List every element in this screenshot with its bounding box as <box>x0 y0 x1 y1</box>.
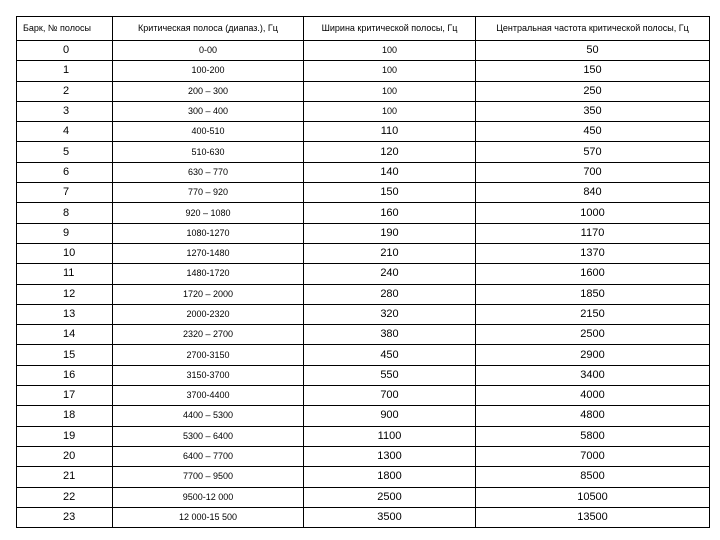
cell-critical-band-range: 4400 – 5300 <box>113 406 304 426</box>
cell-critical-band-width: 380 <box>304 325 476 345</box>
cell-critical-band-range: 770 – 920 <box>113 183 304 203</box>
cell-bark-number: 9 <box>17 223 113 243</box>
header-critical-band-range: Критическая полоса (диапаз.), Гц <box>113 17 304 41</box>
cell-center-frequency: 450 <box>476 122 710 142</box>
table-row <box>17 467 710 487</box>
table-row <box>17 203 710 223</box>
cell-critical-band-range: 1080-1270 <box>113 223 304 243</box>
cell-critical-band-width: 700 <box>304 386 476 406</box>
cell-critical-band-width: 110 <box>304 122 476 142</box>
cell-center-frequency: 2500 <box>476 325 710 345</box>
cell-critical-band-width: 120 <box>304 142 476 162</box>
cell-center-frequency: 700 <box>476 162 710 182</box>
cell-critical-band-width: 240 <box>304 264 476 284</box>
cell-critical-band-range: 2320 – 2700 <box>113 325 304 345</box>
cell-critical-band-width: 100 <box>304 101 476 121</box>
cell-critical-band-width: 1800 <box>304 467 476 487</box>
cell-bark-number: 5 <box>17 142 113 162</box>
cell-critical-band-range: 100-200 <box>113 61 304 81</box>
header-bark-number: Барк, № полосы <box>17 17 113 41</box>
table-row <box>17 223 710 243</box>
cell-bark-number: 17 <box>17 386 113 406</box>
cell-critical-band-width: 210 <box>304 243 476 263</box>
cell-critical-band-width: 1300 <box>304 446 476 466</box>
cell-bark-number: 4 <box>17 122 113 142</box>
cell-bark-number: 8 <box>17 203 113 223</box>
cell-center-frequency: 50 <box>476 41 710 61</box>
header-row <box>17 17 710 41</box>
cell-center-frequency: 150 <box>476 61 710 81</box>
cell-bark-number: 13 <box>17 304 113 324</box>
cell-critical-band-width: 160 <box>304 203 476 223</box>
cell-bark-number: 7 <box>17 183 113 203</box>
cell-critical-band-width: 3500 <box>304 507 476 527</box>
cell-critical-band-width: 140 <box>304 162 476 182</box>
cell-critical-band-width: 2500 <box>304 487 476 507</box>
cell-critical-band-range: 630 – 770 <box>113 162 304 182</box>
cell-critical-band-width: 1100 <box>304 426 476 446</box>
cell-bark-number: 0 <box>17 41 113 61</box>
cell-bark-number: 12 <box>17 284 113 304</box>
cell-center-frequency: 250 <box>476 81 710 101</box>
cell-critical-band-range: 5300 – 6400 <box>113 426 304 446</box>
header-critical-band-width: Ширина критической полосы, Гц <box>304 17 476 41</box>
table-row <box>17 304 710 324</box>
table-row <box>17 183 710 203</box>
cell-critical-band-range: 1270-1480 <box>113 243 304 263</box>
cell-critical-band-range: 0-00 <box>113 41 304 61</box>
cell-bark-number: 11 <box>17 264 113 284</box>
table-row <box>17 122 710 142</box>
cell-center-frequency: 4800 <box>476 406 710 426</box>
cell-center-frequency: 570 <box>476 142 710 162</box>
cell-center-frequency: 1850 <box>476 284 710 304</box>
cell-center-frequency: 2900 <box>476 345 710 365</box>
table-row <box>17 81 710 101</box>
cell-critical-band-range: 400-510 <box>113 122 304 142</box>
cell-critical-band-range: 2700-3150 <box>113 345 304 365</box>
cell-critical-band-range: 9500-12 000 <box>113 487 304 507</box>
cell-bark-number: 2 <box>17 81 113 101</box>
cell-critical-band-width: 100 <box>304 81 476 101</box>
table-row <box>17 507 710 527</box>
cell-bark-number: 15 <box>17 345 113 365</box>
cell-critical-band-range: 3700-4400 <box>113 386 304 406</box>
cell-bark-number: 23 <box>17 507 113 527</box>
cell-center-frequency: 3400 <box>476 365 710 385</box>
cell-critical-band-width: 320 <box>304 304 476 324</box>
cell-bark-number: 19 <box>17 426 113 446</box>
cell-critical-band-width: 280 <box>304 284 476 304</box>
cell-critical-band-range: 200 – 300 <box>113 81 304 101</box>
cell-critical-band-range: 300 – 400 <box>113 101 304 121</box>
cell-critical-band-range: 3150-3700 <box>113 365 304 385</box>
cell-critical-band-width: 550 <box>304 365 476 385</box>
cell-center-frequency: 1600 <box>476 264 710 284</box>
cell-critical-band-width: 150 <box>304 183 476 203</box>
cell-critical-band-width: 100 <box>304 61 476 81</box>
cell-critical-band-range: 920 – 1080 <box>113 203 304 223</box>
cell-center-frequency: 2150 <box>476 304 710 324</box>
table-row <box>17 41 710 61</box>
cell-bark-number: 22 <box>17 487 113 507</box>
cell-center-frequency: 840 <box>476 183 710 203</box>
cell-critical-band-width: 190 <box>304 223 476 243</box>
table-row <box>17 446 710 466</box>
cell-center-frequency: 4000 <box>476 386 710 406</box>
cell-center-frequency: 8500 <box>476 467 710 487</box>
table-row <box>17 345 710 365</box>
cell-bark-number: 14 <box>17 325 113 345</box>
cell-bark-number: 3 <box>17 101 113 121</box>
table-row <box>17 365 710 385</box>
cell-bark-number: 16 <box>17 365 113 385</box>
table-row <box>17 325 710 345</box>
cell-critical-band-width: 100 <box>304 41 476 61</box>
cell-bark-number: 10 <box>17 243 113 263</box>
cell-bark-number: 21 <box>17 467 113 487</box>
cell-critical-band-range: 1720 – 2000 <box>113 284 304 304</box>
cell-center-frequency: 1170 <box>476 223 710 243</box>
cell-center-frequency: 350 <box>476 101 710 121</box>
cell-critical-band-range: 6400 – 7700 <box>113 446 304 466</box>
cell-bark-number: 1 <box>17 61 113 81</box>
table-row <box>17 487 710 507</box>
table-row <box>17 162 710 182</box>
cell-bark-number: 6 <box>17 162 113 182</box>
cell-center-frequency: 1370 <box>476 243 710 263</box>
table-row <box>17 426 710 446</box>
table-row <box>17 284 710 304</box>
cell-bark-number: 18 <box>17 406 113 426</box>
cell-critical-band-range: 12 000-15 500 <box>113 507 304 527</box>
table-row <box>17 406 710 426</box>
cell-center-frequency: 5800 <box>476 426 710 446</box>
cell-critical-band-range: 1480-1720 <box>113 264 304 284</box>
table-row <box>17 61 710 81</box>
table-row <box>17 386 710 406</box>
cell-center-frequency: 7000 <box>476 446 710 466</box>
cell-critical-band-width: 450 <box>304 345 476 365</box>
table-row <box>17 264 710 284</box>
cell-center-frequency: 10500 <box>476 487 710 507</box>
table-row <box>17 142 710 162</box>
cell-center-frequency: 13500 <box>476 507 710 527</box>
cell-critical-band-width: 900 <box>304 406 476 426</box>
header-center-frequency: Центральная частота критической полосы, Гц <box>476 17 710 41</box>
bark-table <box>16 16 710 528</box>
cell-critical-band-range: 7700 – 9500 <box>113 467 304 487</box>
table-row <box>17 101 710 121</box>
cell-critical-band-range: 510-630 <box>113 142 304 162</box>
cell-center-frequency: 1000 <box>476 203 710 223</box>
cell-critical-band-range: 2000-2320 <box>113 304 304 324</box>
cell-bark-number: 20 <box>17 446 113 466</box>
table-row <box>17 243 710 263</box>
